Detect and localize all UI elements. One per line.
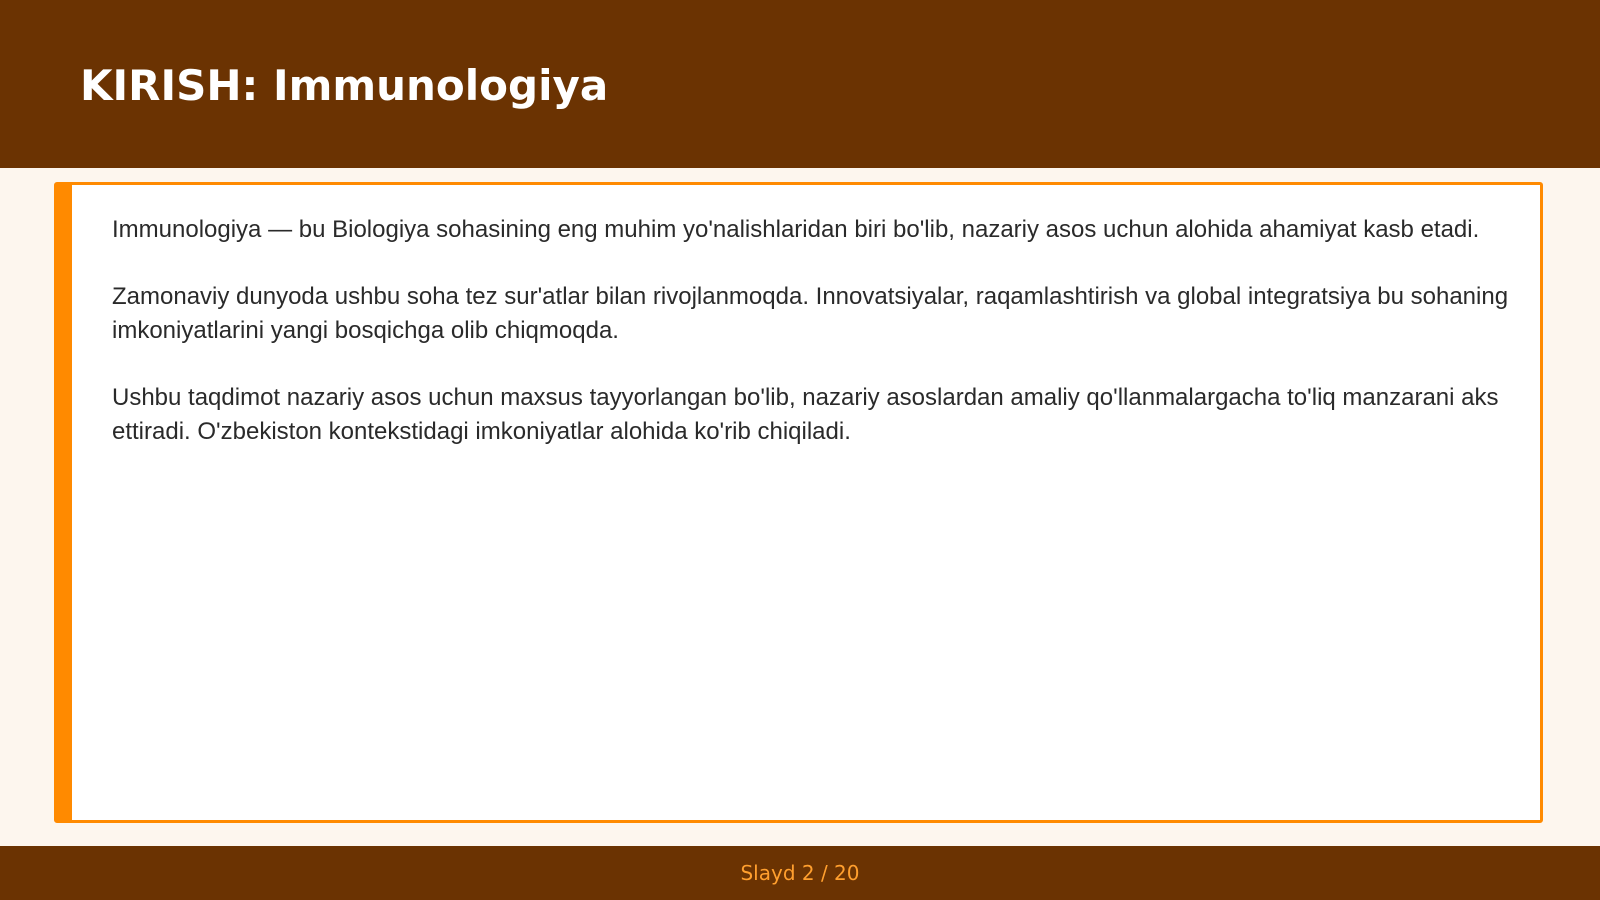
slide-footer <box>0 846 1600 900</box>
paragraph-modern-world: Zamonaviy dunyoda ushbu soha tez sur'atlar bilan rivojlanmoqda. Innovatsiyalar, raqamlashtirish va global integratsiya bu sohaning imkoniyatlarini yangi bosqichga olib chiqmoqda. <box>112 283 1509 344</box>
paragraph-presentation-purpose: Ushbu taqdimot nazariy asos uchun maxsus tayyorlangan bo'lib, nazariy asoslardan amaliy qo'llanmalargacha to'liq manzarani aks ettiradi. O'zbekiston kontekstidagi imkoniyatlar alohida ko'rib chiqiladi. <box>112 384 1499 445</box>
paragraph-intro: Immunologiya — bu Biologiya sohasining eng muhim yo'nalishlaridan biri bo'lib, nazariy asos uchun alohida ahamiyat kasb etadi. <box>112 216 1480 243</box>
slide-header <box>0 0 1600 168</box>
body-text <box>112 213 1512 482</box>
slide-counter: Slayd 2 / 20 <box>740 861 860 885</box>
content-card <box>54 182 1543 823</box>
slide-title: KIRISH: Immunologiya <box>80 61 609 110</box>
